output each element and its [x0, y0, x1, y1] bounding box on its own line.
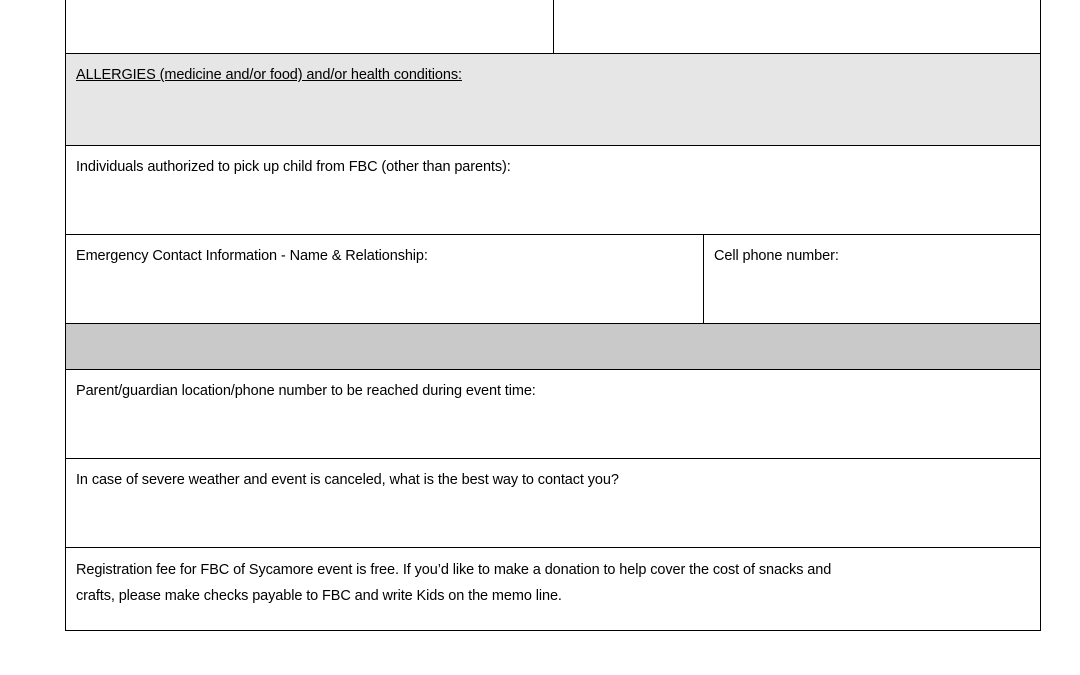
- top-row-cropped: [66, 0, 1040, 54]
- registration-form: [65, 0, 1041, 631]
- allergies-label: ALLERGIES (medicine and/or food) and/or health conditions:: [76, 67, 462, 83]
- cell-phone-field[interactable]: [704, 235, 1040, 323]
- registration-fee-line-2: crafts, please make checks payable to FBC and write Kids on the memo line.: [76, 588, 562, 604]
- parent-location-label: Parent/guardian location/phone number to be reached during event time:: [76, 383, 536, 399]
- registration-fee-line-1: Registration fee for FBC of Sycamore event is free. If you’d like to make a donation to help cover the cost of snacks and: [76, 562, 832, 578]
- authorized-pickup-field[interactable]: [66, 146, 1040, 235]
- registration-fee-note: [66, 548, 1040, 631]
- severe-weather-field[interactable]: [66, 459, 1040, 548]
- registration-fee-text: [76, 557, 1026, 609]
- allergies-field[interactable]: [66, 54, 1040, 146]
- emergency-contact-name-field[interactable]: [66, 235, 703, 323]
- section-separator-band: [66, 324, 1040, 370]
- authorized-pickup-label: Individuals authorized to pick up child from FBC (other than parents):: [76, 159, 511, 175]
- cell-phone-label: Cell phone number:: [714, 248, 839, 264]
- emergency-contact-row: [66, 235, 1040, 324]
- column-divider: [553, 0, 554, 53]
- emergency-contact-name-label: Emergency Contact Information - Name & Relationship:: [76, 248, 428, 264]
- parent-location-field[interactable]: [66, 370, 1040, 459]
- severe-weather-label: In case of severe weather and event is canceled, what is the best way to contact you?: [76, 472, 619, 488]
